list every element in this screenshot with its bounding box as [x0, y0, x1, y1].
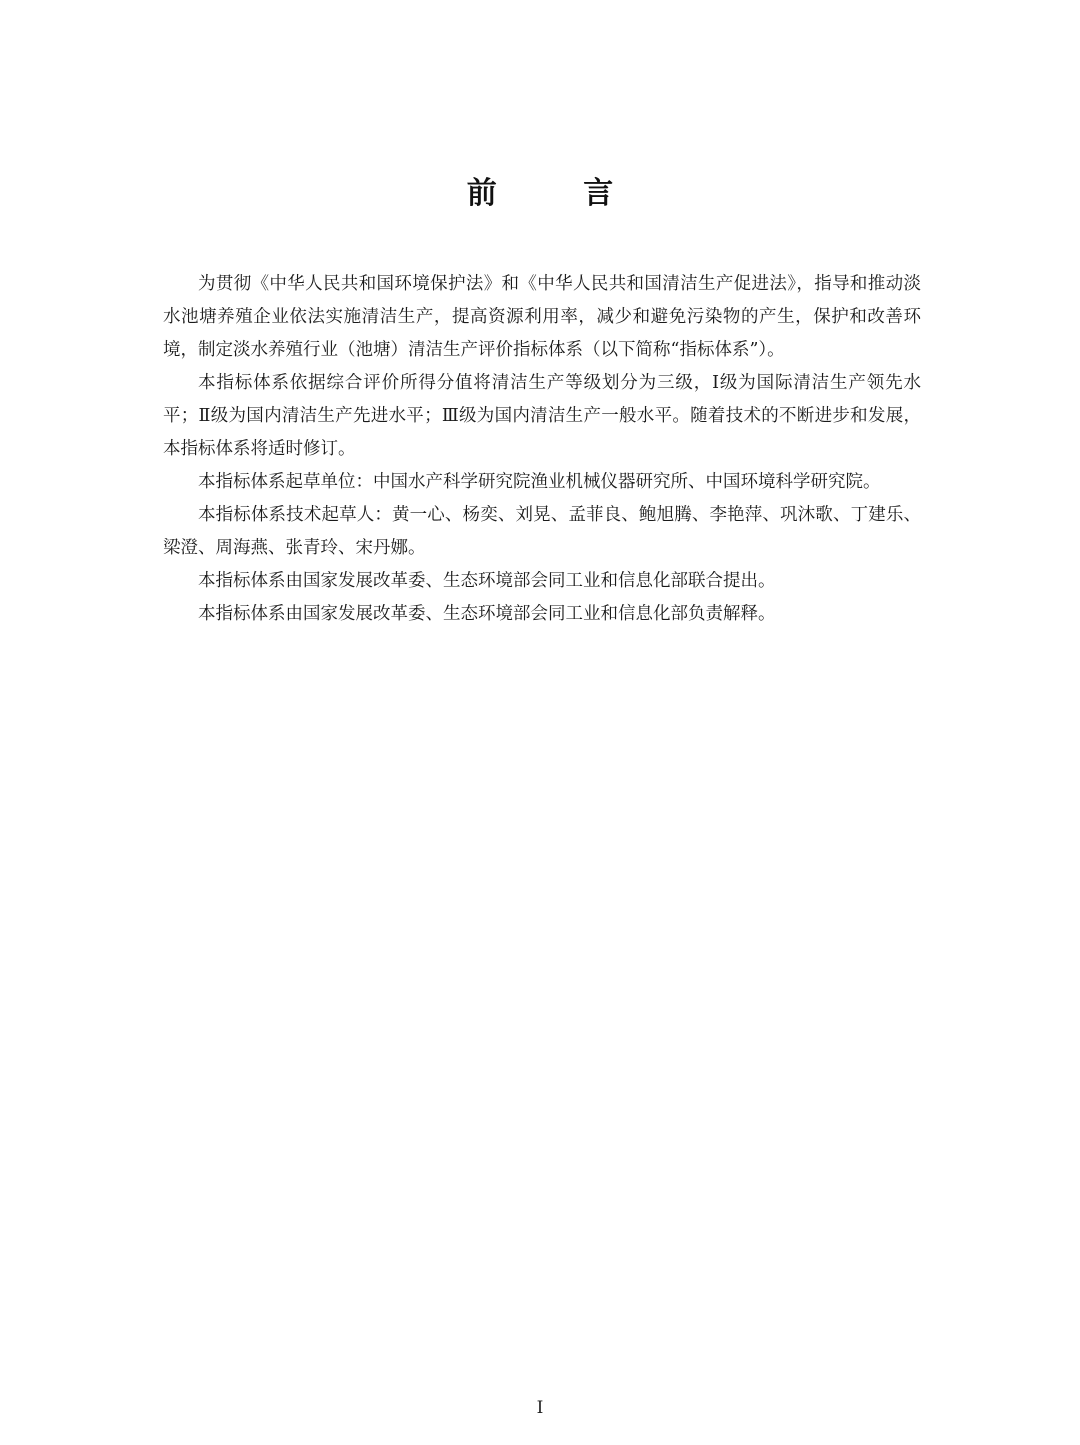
- paragraph-drafters: 本指标体系技术起草人：黄一心、杨奕、刘晃、孟菲良、鲍旭腾、李艳萍、巩沐歌、丁建乐、梁澄、周海燕、张青玲、宋丹娜。: [163, 505, 921, 558]
- page-number: I: [536, 1398, 544, 1418]
- page-title: 前 言: [466, 176, 652, 211]
- paragraph-levels: 本指标体系依据综合评价所得分值将清洁生产等级划分为三级，Ⅰ级为国际清洁生产领先水平；Ⅱ级为国内清洁生产先进水平；Ⅲ级为国内清洁生产一般水平。随着技术的不断进步和发展，本指标体系将适时修订。: [163, 373, 921, 459]
- paragraph-proposed-by: 本指标体系由国家发展改革委、生态环境部会同工业和信息化部联合提出。: [198, 571, 776, 591]
- paragraph-interpretation: 本指标体系由国家发展改革委、生态环境部会同工业和信息化部负责解释。: [198, 604, 776, 624]
- paragraph-purpose: 为贯彻《中华人民共和国环境保护法》和《中华人民共和国清洁生产促进法》，指导和推动淡水池塘养殖企业依法实施清洁生产，提高资源利用率，减少和避免污染物的产生，保护和改善环境，制定淡水养殖行业（池塘）清洁生产评价指标体系（以下简称“指标体系”）。: [163, 274, 921, 360]
- paragraph-drafting-units: 本指标体系起草单位：中国水产科学研究院渔业机械仪器研究所、中国环境科学研究院。: [198, 472, 881, 492]
- body-text: [163, 268, 921, 631]
